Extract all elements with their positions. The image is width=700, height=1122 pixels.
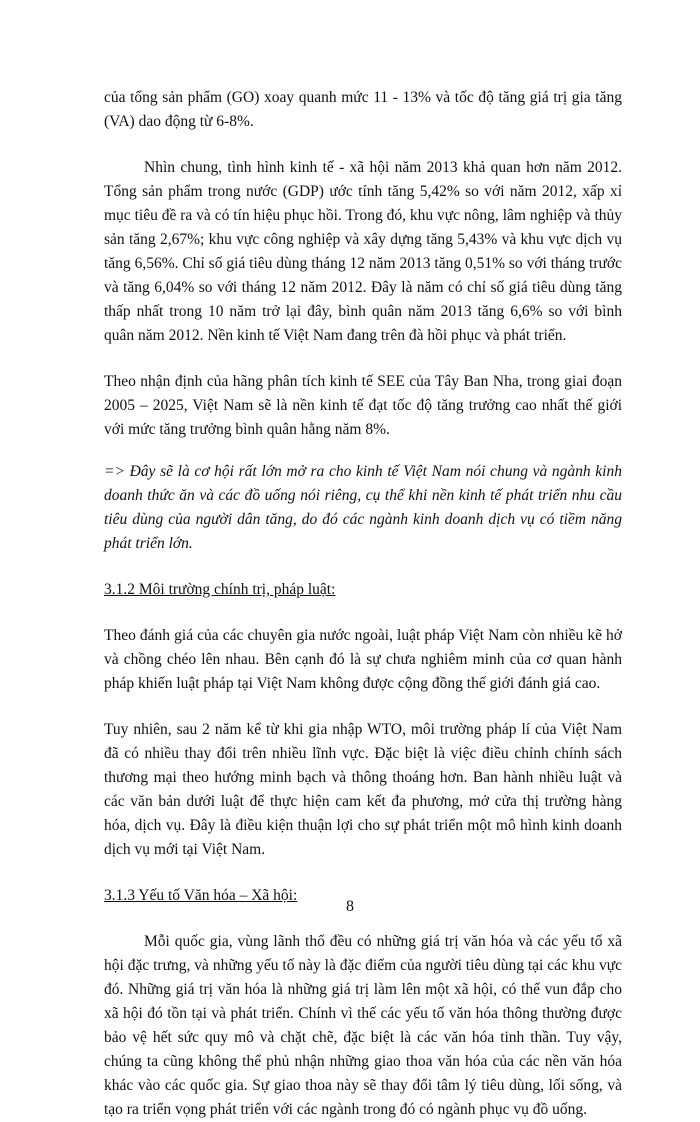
paragraph-wto: Tuy nhiên, sau 2 năm kể từ khi gia nhập WTO, môi trường pháp lí của Việt Nam đã có nhiều thay đổi trên nhiều lĩnh vực. Đặc biệt là việc điều chỉnh chính sách thương mại theo hướng minh bạch và thông thoáng hơn. Ban hành nhiều luật và các văn bản dưới luật để thực hiện cam kết đa phương, mở cửa thị trường hàng hóa, dịch vụ. Đây là điều kiện thuận lợi cho sự phát triển một mô hình kinh doanh dịch vụ mới tại Việt Nam.	[104, 721, 622, 858]
paragraph-culture: Mỗi quốc gia, vùng lãnh thổ đều có những giá trị văn hóa và các yếu tố xã hội đặc trưng, và những yếu tố này là đặc điểm của người tiêu dùng tại các khu vực đó. Những giá trị văn hóa là những giá trị làm lên một xã hội, có thể vun đắp cho xã hội đó tồn tại và phát triển. Chính vì thế các yếu tố văn hóa thông thường được bảo vệ hết sức quy mô và chặt chẽ, đặc biệt là các văn hóa tinh thần. Tuy vậy, chúng ta cũng không thể phủ nhận những giao thoa văn hóa của các nền văn hóa khác vào các quốc gia. Sự giao thoa này sẽ thay đổi tâm lý tiêu dùng, lối sống, và tạo ra triển vọng phát triển với các ngành trong đó có ngành phục vụ đồ uống.	[104, 933, 622, 1118]
paragraph-see-forecast: Theo nhận định của hãng phân tích kinh tế SEE của Tây Ban Nha, trong giai đoạn 2005 – 2025, Việt Nam sẽ là nền kinh tế đạt tốc độ tăng trưởng cao nhất thế giới với mức tăng trưởng bình quân hằng năm 8%.	[104, 373, 622, 438]
paragraph-economy-growth: của tổng sản phẩm (GO) xoay quanh mức 11 - 13% và tốc độ tăng giá trị gia tăng (VA) dao động từ 6-8%.	[104, 89, 622, 130]
document-page	[104, 86, 622, 1122]
paragraph-legal-assessment: Theo đánh giá của các chuyên gia nước ngoài, luật pháp Việt Nam còn nhiều kẽ hở và chồng chéo lên nhau. Bên cạnh đó là sự chưa nghiêm minh của cơ quan hành pháp khiến luật pháp tại Việt Nam không được cộng đồng thế giới đánh giá cao.	[104, 627, 622, 692]
heading-3-1-3: 3.1.3 Yếu tố Văn hóa – Xã hội:	[104, 887, 298, 904]
paragraph-conclusion: => Đây sẽ là cơ hội rất lớn mở ra cho kinh tế Việt Nam nói chung và ngành kinh doanh thức ăn và các đồ uống nói riêng, cụ thể khi nền kinh tế phát triển nhu cầu tiêu dùng của người dân tăng, do đó các ngành kinh doanh dịch vụ có tiềm năng phát triển lớn.	[104, 463, 622, 552]
heading-3-1-2: 3.1.2 Môi trường chính trị, pháp luật:	[104, 581, 336, 598]
paragraph-economy-2013: Nhìn chung, tình hình kinh tế - xã hội năm 2013 khả quan hơn năm 2012. Tổng sản phẩm trong nước (GDP) ước tính tăng 5,42% so với năm 2012, xấp xỉ mục tiêu đề ra và có tín hiệu phục hồi. Trong đó, khu vực nông, lâm nghiệp và thủy sản tăng 2,67%; khu vực công nghiệp và xây dựng tăng 5,43% và khu vực dịch vụ tăng 6,56%. Chỉ số giá tiêu dùng tháng 12 năm 2013 tăng 0,51% so với tháng trước và tăng 6,04% so với tháng 12 năm 2012. Đây là năm có chỉ số giá tiêu dùng tăng thấp nhất trong 10 năm trở lại đây, bình quân năm 2013 tăng 6,6% so với bình quân năm 2012. Nền kinh tế Việt Nam đang trên đà hồi phục và phát triển.	[104, 159, 622, 344]
page-number: 8	[346, 898, 354, 915]
